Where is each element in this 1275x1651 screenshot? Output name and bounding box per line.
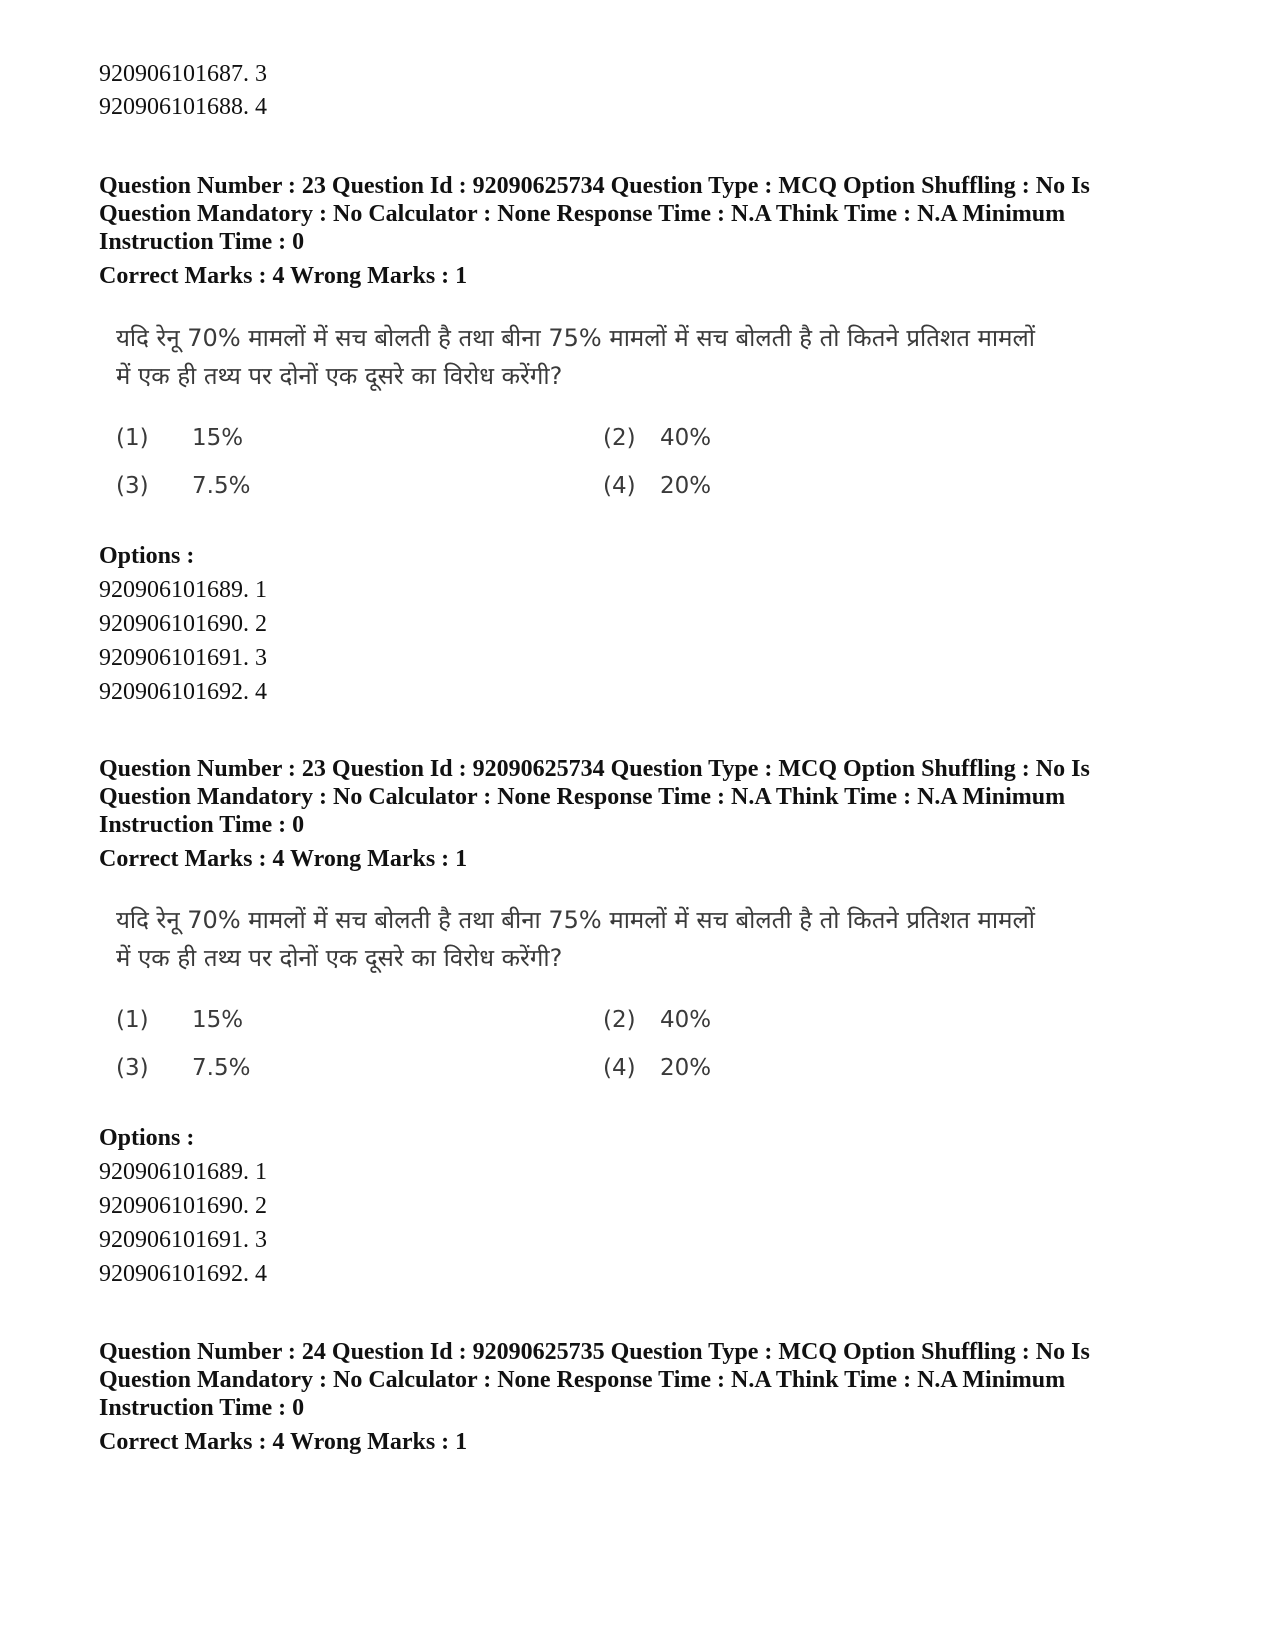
question-text: यदि रेनू 70% मामलों में सच बोलती है तथा बीना 75% मामलों में सच बोलती है तो कितने प्रतिशत मामलों	[116, 906, 1035, 934]
choice-number: (2)	[603, 1007, 636, 1033]
option-line: 920906101692. 4	[99, 1261, 267, 1287]
options-label: Options :	[99, 543, 195, 569]
option-line: 920906101690. 2	[99, 611, 267, 637]
question-header-line: Instruction Time : 0	[99, 812, 305, 838]
options-label: Options :	[99, 1125, 195, 1151]
question-header-line: Question Mandatory : No Calculator : None Response Time : N.A Think Time : N.A Minimum	[99, 784, 1066, 810]
question-header-line: Question Mandatory : No Calculator : None Response Time : N.A Think Time : N.A Minimum	[99, 201, 1066, 227]
option-line: 920906101689. 1	[99, 577, 267, 603]
option-line: 920906101687. 3	[99, 61, 267, 87]
option-line: 920906101691. 3	[99, 645, 267, 671]
question-header-line: Instruction Time : 0	[99, 1395, 305, 1421]
option-line: 920906101692. 4	[99, 679, 267, 705]
choice-number: (4)	[603, 1055, 636, 1081]
question-header-line: Question Number : 23 Question Id : 92090625734 Question Type : MCQ Option Shuffling : No Is	[99, 173, 1090, 199]
choice-value: 7.5%	[192, 1055, 251, 1081]
question-text: यदि रेनू 70% मामलों में सच बोलती है तथा बीना 75% मामलों में सच बोलती है तो कितने प्रतिशत मामलों	[116, 324, 1035, 352]
choice-value: 40%	[660, 425, 712, 451]
choice-number: (1)	[116, 425, 149, 451]
question-header-line: Question Number : 23 Question Id : 92090625734 Question Type : MCQ Option Shuffling : No Is	[99, 756, 1090, 782]
choice-number: (3)	[116, 1055, 149, 1081]
question-text: में एक ही तथ्य पर दोनों एक दूसरे का विरोध करेंगी?	[116, 362, 563, 390]
choice-value: 15%	[192, 425, 244, 451]
marks-line: Correct Marks : 4 Wrong Marks : 1	[99, 1429, 468, 1455]
marks-line: Correct Marks : 4 Wrong Marks : 1	[99, 846, 468, 872]
choice-value: 7.5%	[192, 473, 251, 499]
question-text: में एक ही तथ्य पर दोनों एक दूसरे का विरोध करेंगी?	[116, 944, 563, 972]
choice-value: 15%	[192, 1007, 244, 1033]
option-line: 920906101690. 2	[99, 1193, 267, 1219]
question-header-line: Instruction Time : 0	[99, 229, 305, 255]
choice-number: (2)	[603, 425, 636, 451]
choice-number: (3)	[116, 473, 149, 499]
choice-number: (4)	[603, 473, 636, 499]
question-header-line: Question Mandatory : No Calculator : None Response Time : N.A Think Time : N.A Minimum	[99, 1367, 1066, 1393]
choice-value: 40%	[660, 1007, 712, 1033]
marks-line: Correct Marks : 4 Wrong Marks : 1	[99, 263, 468, 289]
option-line: 920906101691. 3	[99, 1227, 267, 1253]
choice-value: 20%	[660, 473, 712, 499]
option-line: 920906101688. 4	[99, 94, 267, 120]
question-header-line: Question Number : 24 Question Id : 92090625735 Question Type : MCQ Option Shuffling : No Is	[99, 1339, 1090, 1365]
choice-number: (1)	[116, 1007, 149, 1033]
option-line: 920906101689. 1	[99, 1159, 267, 1185]
choice-value: 20%	[660, 1055, 712, 1081]
